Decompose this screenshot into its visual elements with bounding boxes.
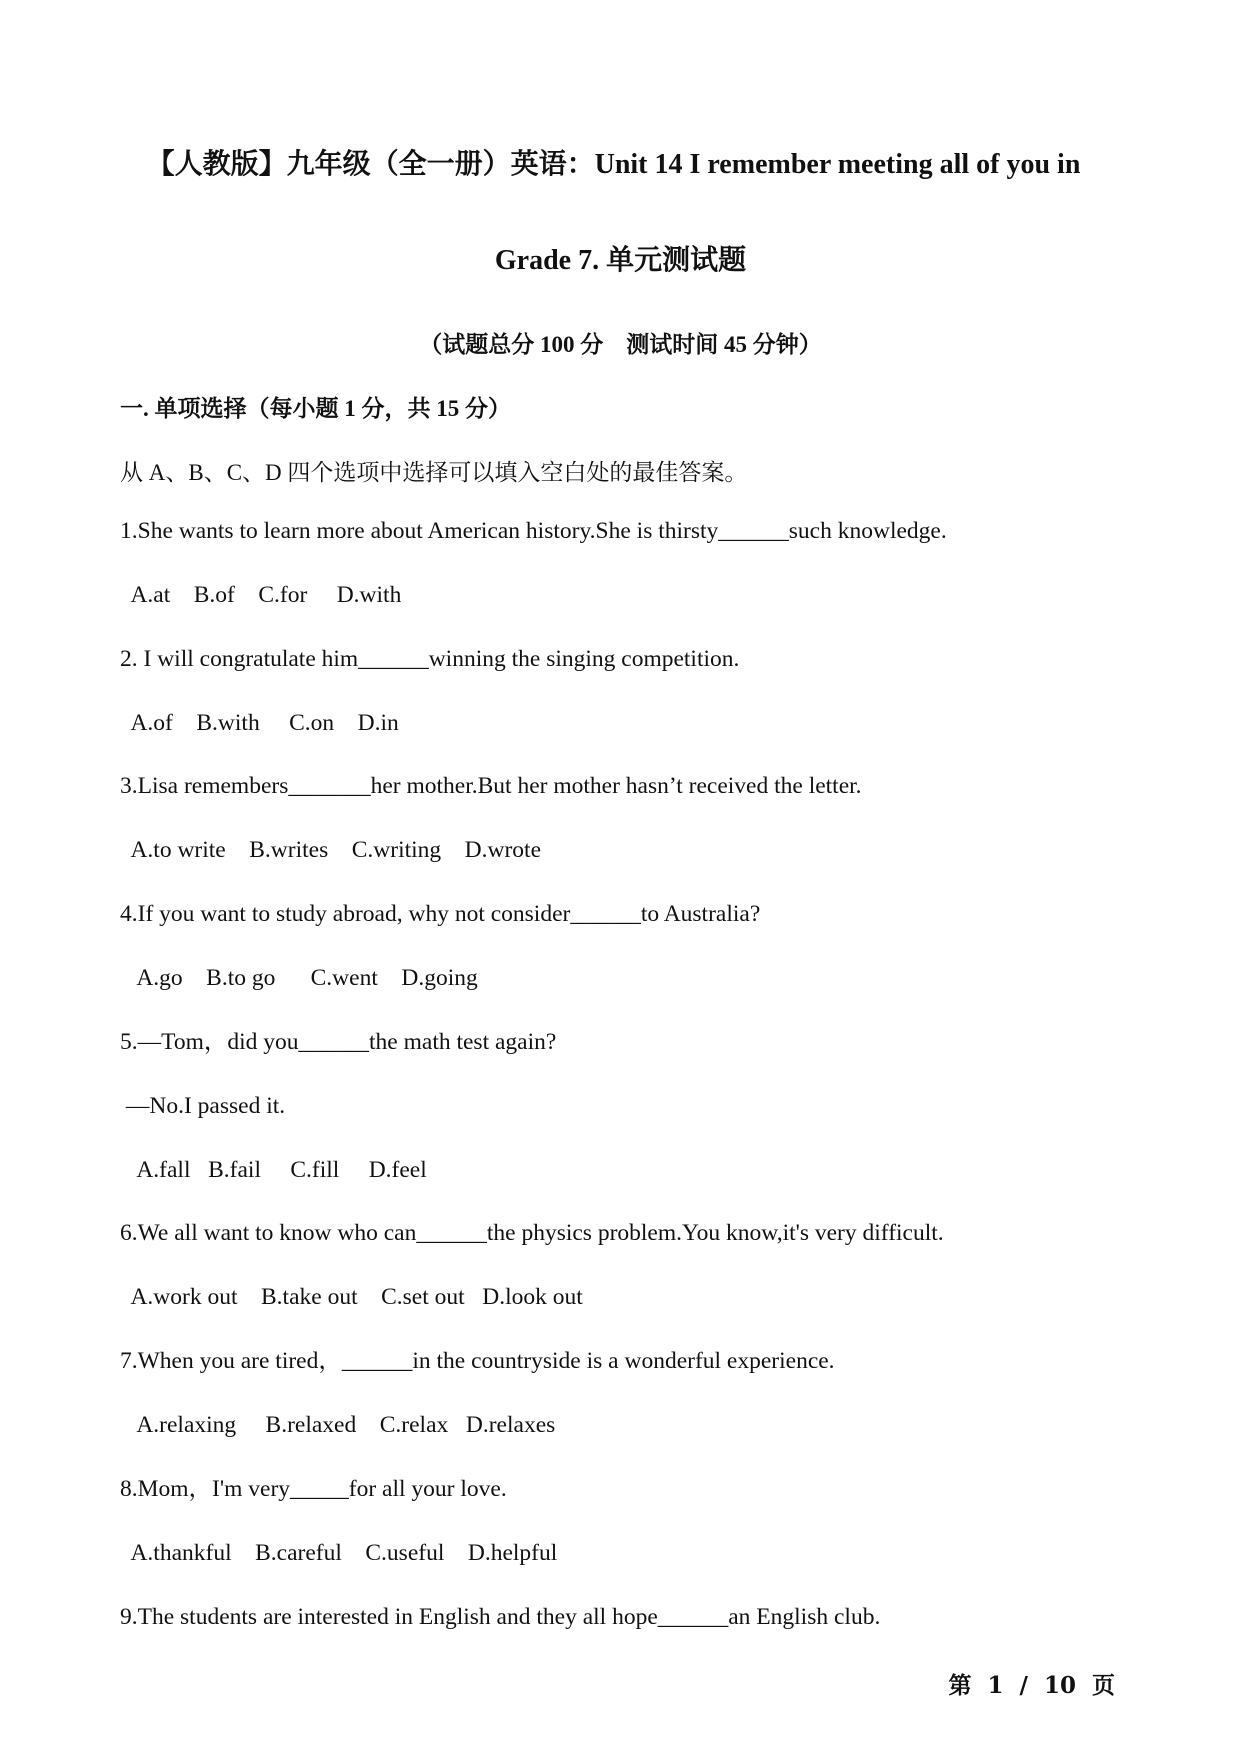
question-line: 2. I will congratulate him______winning the singing competition. — [120, 646, 740, 672]
options-line: A.go B.to go C.went D.going — [120, 965, 478, 991]
document-title-line-2: Grade 7. 单元测试题 — [494, 245, 747, 276]
section-instruction: 从 A、B、C、D 四个选项中选择可以填入空白处的最佳答案。 — [120, 460, 748, 485]
question-line: 8.Mom，I'm very_____for all your love. — [120, 1476, 507, 1502]
question-line: 7.When you are tired，______in the countryside is a wonderful experience. — [120, 1348, 835, 1374]
answer-line: —No.I passed it. — [120, 1093, 286, 1119]
options-line: A.work out B.take out C.set out D.look out — [120, 1284, 583, 1310]
options-line: A.of B.with C.on D.in — [120, 710, 399, 736]
question-line: 3.Lisa remembers_______her mother.But her mother hasn’t received the letter. — [120, 773, 862, 799]
options-line: A.relaxing B.relaxed C.relax D.relaxes — [120, 1412, 556, 1438]
question-line: 1.She wants to learn more about American history.She is thirsty______such knowledge. — [120, 518, 947, 544]
page-number: 第 1 / 10 页 — [948, 1672, 1115, 1699]
document-title-line-1: 【人教版】九年级（全一册）英语：Unit 14 I remember meeting all of you in — [146, 149, 1081, 180]
section-heading: 一. 单项选择（每小题 1 分，共 15 分） — [120, 396, 511, 421]
exam-info-subtitle: （试题总分 100 分 测试时间 45 分钟） — [419, 332, 822, 357]
question-line: 9.The students are interested in English and they all hope______an English club. — [120, 1604, 881, 1630]
options-line: A.to write B.writes C.writing D.wrote — [120, 837, 542, 863]
question-line: 4.If you want to study abroad, why not consider______to Australia? — [120, 901, 761, 927]
question-line: 5.—Tom，did you______the math test again? — [120, 1029, 557, 1055]
question-line: 6.We all want to know who can______the physics problem.You know,it's very difficult. — [120, 1220, 944, 1246]
options-line: A.thankful B.careful C.useful D.helpful — [120, 1540, 558, 1566]
options-line: A.fall B.fail C.fill D.feel — [120, 1157, 427, 1183]
options-line: A.at B.of C.for D.with — [120, 582, 402, 608]
